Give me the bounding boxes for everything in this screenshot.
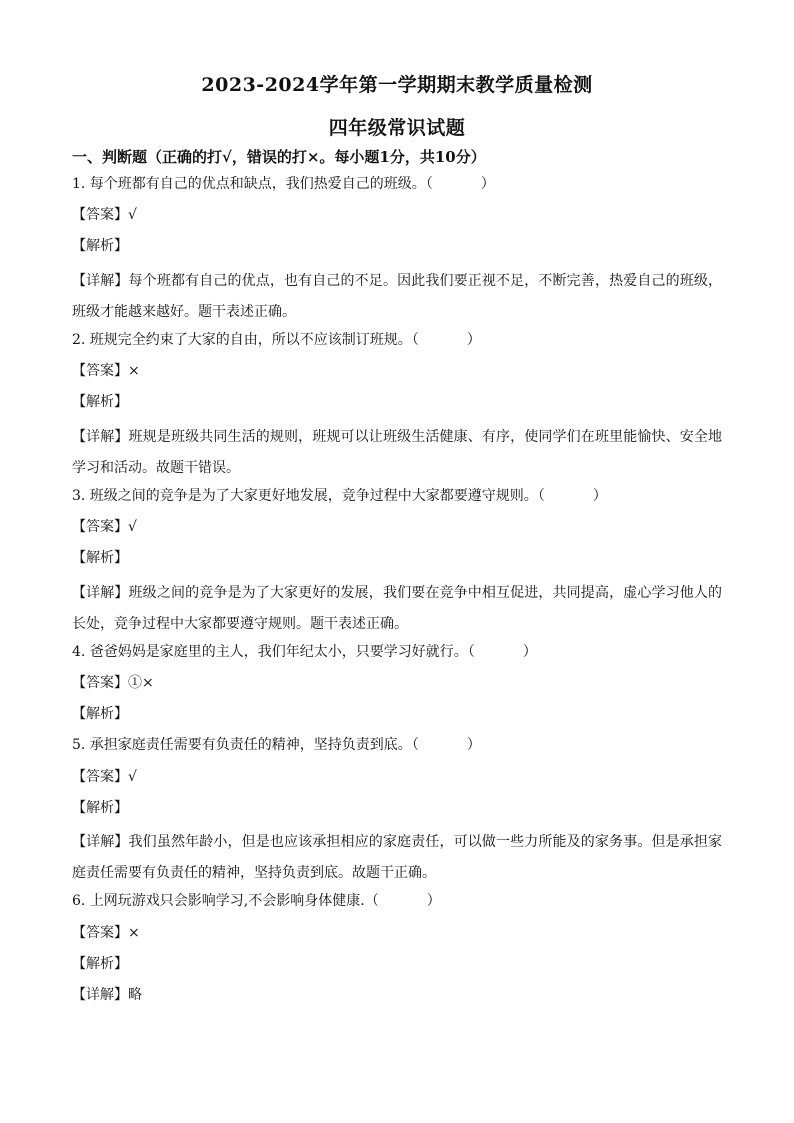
detail-6	[72, 983, 722, 1014]
question-3	[72, 484, 722, 515]
answer-value: √	[128, 519, 137, 536]
answer-2	[72, 359, 722, 390]
question-4	[72, 640, 722, 671]
close-paren: ）	[480, 176, 495, 192]
answer-5	[72, 765, 722, 796]
analysis-label: 【解析】	[72, 394, 128, 411]
answer-label: 【答案】	[72, 924, 128, 941]
detail-5	[72, 827, 722, 889]
detail-label: 【详解】	[72, 834, 129, 851]
question-5	[72, 733, 722, 764]
answer-label: 【答案】	[72, 675, 128, 692]
detail-3	[72, 578, 722, 640]
analysis-4	[72, 702, 722, 733]
section-heading: 一、判断题（正确的打√，错误的打×。每小题1分，共10分）	[72, 148, 486, 166]
close-paren: ）	[592, 487, 607, 504]
open-paren: （	[411, 737, 419, 754]
exam-title: 2023-2024学年第一学期期末教学质量检测	[201, 74, 593, 96]
exam-subtitle: 四年级常识试题	[328, 117, 466, 139]
question-text: 1. 每个班都有自己的优点和缺点，我们热爱自己的班级。	[72, 176, 426, 192]
close-paren: ）	[522, 643, 537, 660]
open-paren: （	[411, 331, 419, 348]
answer-label: 【答案】	[72, 519, 128, 536]
open-paren: （	[425, 176, 433, 192]
question-text: 4. 爸爸妈妈是家庭里的主人，我们年纪太小，只要学习好就行。	[72, 643, 468, 660]
question-text: 3. 班级之间的竞争是为了大家更好地发展，竞争过程中大家都要遵守规则。	[72, 487, 538, 504]
analysis-6	[72, 952, 722, 983]
answer-3	[72, 515, 722, 546]
open-paren: （	[364, 893, 379, 910]
detail-text: 我们虽然年龄小，但是也应该承担相应的家庭责任，可以做一些力所能及的家务事。但是承担家庭责任需要有负责任的精神，坚持负责到底。故题干正确。	[72, 834, 723, 882]
answer-label: 【答案】	[72, 363, 128, 380]
analysis-3	[72, 546, 722, 577]
question-text: 2. 班规完全约束了大家的自由，所以不应该制订班规。	[72, 331, 412, 348]
detail-label: 【详解】	[72, 428, 129, 445]
detail-label: 【详解】	[72, 584, 129, 601]
answer-1	[72, 203, 722, 234]
close-paren: ）	[466, 331, 481, 348]
analysis-label: 【解析】	[72, 706, 128, 723]
detail-text: 班级之间的竞争是为了大家更好的发展，我们要在竞争中相互促进，共同提高，虚心学习他人的长处，竞争过程中大家都要遵守规则。题干表述正确。	[72, 584, 723, 632]
answer-value: ①×	[128, 675, 154, 692]
detail-2	[72, 422, 722, 484]
analysis-label: 【解析】	[72, 799, 128, 816]
answer-6	[72, 921, 722, 952]
answer-value: ×	[128, 363, 140, 380]
detail-text: 略	[128, 987, 142, 1003]
question-text: 5. 承担家庭责任需要有负责任的精神，坚持负责到底。	[72, 737, 412, 754]
answer-value: √	[128, 768, 137, 785]
analysis-5	[72, 796, 722, 827]
question-6	[72, 889, 722, 920]
detail-label: 【详解】	[72, 272, 129, 289]
question-2	[72, 328, 722, 359]
answer-value: √	[128, 207, 137, 224]
answer-label: 【答案】	[72, 207, 128, 224]
answer-value: ×	[128, 924, 140, 941]
detail-text: 每个班都有自己的优点，也有自己的不足。因此我们要正视不足，不断完善，热爱自己的班级，班级才能越来越好。题干表述正确。	[72, 272, 723, 320]
detail-text: 班规是班级共同生活的规则，班规可以让班级生活健康、有序，使同学们在班里能愉快、安全地学习和活动。故题干错误。	[72, 428, 723, 476]
open-paren: （	[467, 643, 475, 660]
analysis-1	[72, 234, 722, 265]
analysis-label: 【解析】	[72, 955, 128, 972]
question-1	[72, 172, 722, 203]
close-paren: ）	[466, 737, 481, 754]
analysis-label: 【解析】	[72, 238, 128, 255]
close-paren: ）	[426, 893, 441, 910]
question-list	[72, 172, 722, 1014]
open-paren: （	[537, 487, 545, 504]
answer-4	[72, 671, 722, 702]
detail-1	[72, 266, 722, 328]
answer-label: 【答案】	[72, 768, 128, 785]
analysis-2	[72, 390, 722, 421]
analysis-label: 【解析】	[72, 550, 128, 567]
question-text: 6. 上网玩游戏只会影响学习,不会影响身体健康.	[72, 893, 365, 910]
detail-label: 【详解】	[72, 987, 128, 1003]
